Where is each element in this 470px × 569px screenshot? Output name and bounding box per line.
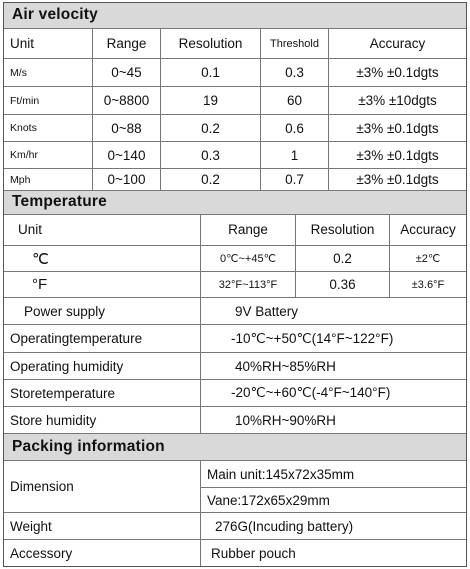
section-title: Packing information	[12, 438, 165, 455]
threshold-cell: 1	[260, 142, 328, 168]
col-header-resolution: Resolution	[295, 215, 389, 245]
range-cell: 0~8800	[92, 87, 160, 114]
spec-row-operating-humidity	[4, 353, 466, 380]
accuracy-cell: ±3% ±10dgts	[328, 87, 466, 114]
resolution-cell: 0.3	[160, 142, 260, 168]
accuracy-cell: ±3% ±0.1dgts	[328, 59, 466, 86]
unit-cell: ℃	[32, 250, 49, 268]
col-header-unit: Unit	[18, 222, 43, 237]
section-title: Air velocity	[12, 6, 98, 23]
table-row	[4, 59, 466, 87]
unit-cell: Knots	[10, 122, 37, 134]
section-header-temperature	[4, 191, 466, 215]
range-cell: 0~100	[92, 169, 160, 190]
main-unit-size: Main unit:145x72x35mm	[207, 467, 355, 482]
section-header-air-velocity	[4, 3, 466, 29]
resolution-cell: 0.36	[295, 272, 389, 297]
air-velocity-header-row	[4, 29, 466, 59]
resolution-cell: 19	[160, 87, 260, 114]
table-row	[4, 115, 466, 142]
unit-cell: °F	[32, 276, 48, 293]
col-header-range: Range	[92, 29, 160, 58]
threshold-cell: 0.3	[260, 59, 328, 86]
accuracy-cell: ±3% ±0.1dgts	[328, 142, 466, 168]
spec-value: 10%RH~90%RH	[200, 407, 466, 433]
range-cell: 0~88	[92, 115, 160, 141]
threshold-cell: 60	[260, 87, 328, 114]
col-header-accuracy: Accuracy	[328, 29, 466, 58]
spec-row-dimension	[4, 461, 466, 513]
temperature-header-row	[4, 215, 466, 246]
col-header-range: Range	[200, 215, 295, 245]
spec-value: 276G(Incuding battery)	[200, 513, 466, 539]
spec-label: Store humidity	[10, 412, 97, 428]
spec-label: Accessory	[10, 545, 73, 561]
divider	[200, 487, 466, 488]
spec-value: -20℃~+60℃(-4°F~140°F)	[200, 380, 466, 406]
spec-label: Operating humidity	[10, 358, 124, 374]
resolution-cell: 0.2	[160, 115, 260, 141]
spec-row-store-temperature	[4, 380, 466, 407]
col-header-threshold: Threshold	[260, 29, 328, 58]
table-row	[4, 246, 466, 272]
spec-value: -10℃~+50℃(14°F~122°F)	[200, 325, 466, 352]
unit-cell: Ft/min	[10, 94, 40, 107]
col-header-resolution: Resolution	[160, 29, 260, 58]
threshold-cell: 0.6	[260, 115, 328, 141]
accuracy-cell: ±3% ±0.1dgts	[328, 169, 466, 190]
table-row	[4, 169, 466, 191]
threshold-cell: 0.7	[260, 169, 328, 190]
range-cell: 32°F~113°F	[200, 272, 295, 297]
spec-value: 40%RH~85%RH	[200, 353, 466, 379]
unit-cell: Mph	[10, 173, 31, 186]
spec-row-accessory	[4, 540, 466, 566]
accuracy-cell: ±3% ±0.1dgts	[328, 115, 466, 141]
spec-label: Power supply	[24, 303, 106, 319]
unit-cell: M/s	[10, 66, 27, 79]
accuracy-cell: ±2℃	[389, 246, 466, 271]
section-header-packing	[4, 434, 466, 461]
spec-value: 9V Battery	[200, 298, 466, 324]
section-title: Temperature	[12, 193, 107, 210]
spec-row-store-humidity	[4, 407, 466, 434]
vane-size: Vane:172x65x29mm	[207, 493, 330, 508]
spec-row-power-supply	[4, 298, 466, 325]
spec-row-operating-temperature	[4, 325, 466, 353]
spec-value: Rubber pouch	[200, 540, 466, 566]
spec-label: Operatingtemperature	[10, 331, 143, 346]
table-row	[4, 142, 466, 169]
resolution-cell: 0.2	[295, 246, 389, 271]
spec-label: Weight	[10, 518, 52, 534]
table-row	[4, 272, 466, 298]
resolution-cell: 0.2	[160, 169, 260, 190]
resolution-cell: 0.1	[160, 59, 260, 86]
table-row	[4, 87, 466, 115]
unit-cell: Km/hr	[10, 149, 39, 161]
spec-label: Storetemperature	[10, 385, 116, 401]
accuracy-cell: ±3.6°F	[389, 272, 466, 297]
spec-sheet	[3, 2, 467, 567]
range-cell: 0~45	[92, 59, 160, 86]
col-header-unit: Unit	[10, 36, 35, 51]
col-header-accuracy: Accuracy	[389, 215, 466, 245]
spec-row-weight	[4, 513, 466, 540]
range-cell: 0℃~+45℃	[200, 246, 295, 271]
spec-label: Dimension	[10, 479, 74, 494]
range-cell: 0~140	[92, 142, 160, 168]
